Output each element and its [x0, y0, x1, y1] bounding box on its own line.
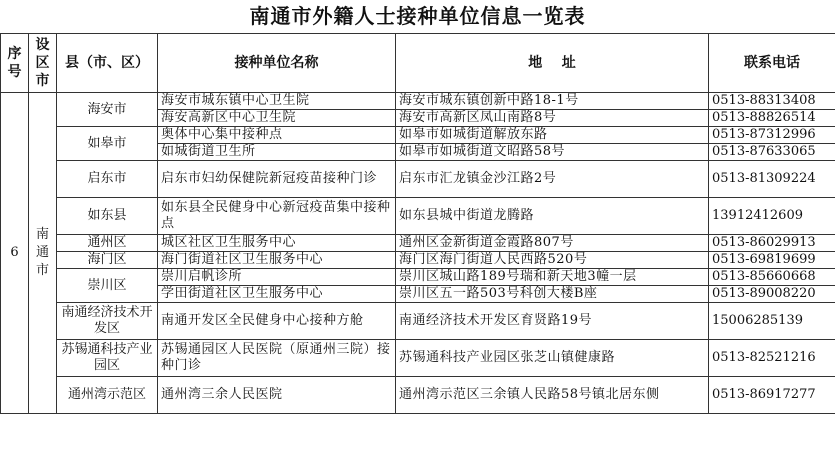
header-address: 地 址 [396, 34, 709, 93]
phone-cell: 0513-86029913 [709, 235, 835, 252]
table-header-row [1, 34, 835, 93]
table-row [1, 235, 835, 252]
city-cell [29, 93, 57, 414]
address-cell: 南通经济技术开发区育贤路19号 [396, 303, 709, 340]
phone-cell: 0513-89008220 [709, 286, 835, 303]
county-cell: 南通经济技术开发区 [57, 303, 158, 340]
county-cell: 启东市 [57, 161, 158, 198]
unit-cell: 苏锡通园区人民医院（原通州三院）接种门诊 [158, 340, 396, 377]
address-cell: 海门区海门街道人民西路520号 [396, 252, 709, 269]
county-cell: 崇川区 [57, 269, 158, 303]
address-cell: 海安市高新区凤山南路8号 [396, 110, 709, 127]
phone-cell: 0513-87312996 [709, 127, 835, 144]
unit-cell: 启东市妇幼保健院新冠疫苗接种门诊 [158, 161, 396, 198]
address-cell: 苏锡通科技产业园区张芝山镇健康路 [396, 340, 709, 377]
vaccination-sites-table [0, 33, 835, 414]
unit-cell: 如城街道卫生所 [158, 144, 396, 161]
unit-cell: 南通开发区全民健身中心接种方舱 [158, 303, 396, 340]
county-cell: 通州区 [57, 235, 158, 252]
unit-cell: 奥体中心集中接种点 [158, 127, 396, 144]
county-cell: 海安市 [57, 93, 158, 127]
table-row [1, 340, 835, 377]
address-cell: 崇川区五一路503号科创大楼B座 [396, 286, 709, 303]
county-cell: 苏锡通科技产业园区 [57, 340, 158, 377]
address-cell: 如皋市如城街道文昭路58号 [396, 144, 709, 161]
city-name: 南通市 [35, 227, 49, 278]
phone-cell: 0513-87633065 [709, 144, 835, 161]
header-county: 县（市、区） [57, 34, 158, 93]
table-row [1, 161, 835, 198]
unit-cell: 海门街道社区卫生服务中心 [158, 252, 396, 269]
table-row [1, 93, 835, 110]
table-row [1, 252, 835, 269]
county-cell: 如皋市 [57, 127, 158, 161]
address-cell: 崇川区城山路189号瑞和新天地3幢一层 [396, 269, 709, 286]
header-city: 设区市 [29, 34, 57, 93]
unit-cell: 通州湾三余人民医院 [158, 377, 396, 414]
table-row [1, 198, 835, 235]
address-cell: 如皋市如城街道解放东路 [396, 127, 709, 144]
unit-cell: 如东县全民健身中心新冠疫苗集中接种点 [158, 198, 396, 235]
county-cell: 海门区 [57, 252, 158, 269]
address-cell: 通州区金新街道金霞路807号 [396, 235, 709, 252]
address-cell: 海安市城东镇创新中路18-1号 [396, 93, 709, 110]
phone-cell: 0513-86917277 [709, 377, 835, 414]
phone-cell: 0513-81309224 [709, 161, 835, 198]
phone-cell: 0513-88313408 [709, 93, 835, 110]
table-row [1, 377, 835, 414]
phone-cell: 0513-88826514 [709, 110, 835, 127]
table-row [1, 127, 835, 144]
phone-cell: 15006285139 [709, 303, 835, 340]
document-title: 南通市外籍人士接种单位信息一览表 [249, 4, 586, 28]
table-row [1, 303, 835, 340]
unit-cell: 崇川启帆诊所 [158, 269, 396, 286]
header-unit: 接种单位名称 [158, 34, 396, 93]
seq-cell: 6 [1, 93, 29, 414]
county-cell: 通州湾示范区 [57, 377, 158, 414]
header-seq: 序号 [1, 34, 29, 93]
unit-cell: 城区社区卫生服务中心 [158, 235, 396, 252]
header-phone: 联系电话 [709, 34, 835, 93]
address-cell: 启东市汇龙镇金沙江路2号 [396, 161, 709, 198]
phone-cell: 0513-82521216 [709, 340, 835, 377]
address-cell: 通州湾示范区三余镇人民路58号镇北居东侧 [396, 377, 709, 414]
phone-cell: 0513-85660668 [709, 269, 835, 286]
phone-cell: 13912412609 [709, 198, 835, 235]
unit-cell: 学田街道社区卫生服务中心 [158, 286, 396, 303]
phone-cell: 0513-69819699 [709, 252, 835, 269]
table-row [1, 269, 835, 286]
unit-cell: 海安高新区中心卫生院 [158, 110, 396, 127]
address-cell: 如东县城中街道龙腾路 [396, 198, 709, 235]
county-cell: 如东县 [57, 198, 158, 235]
unit-cell: 海安市城东镇中心卫生院 [158, 93, 396, 110]
